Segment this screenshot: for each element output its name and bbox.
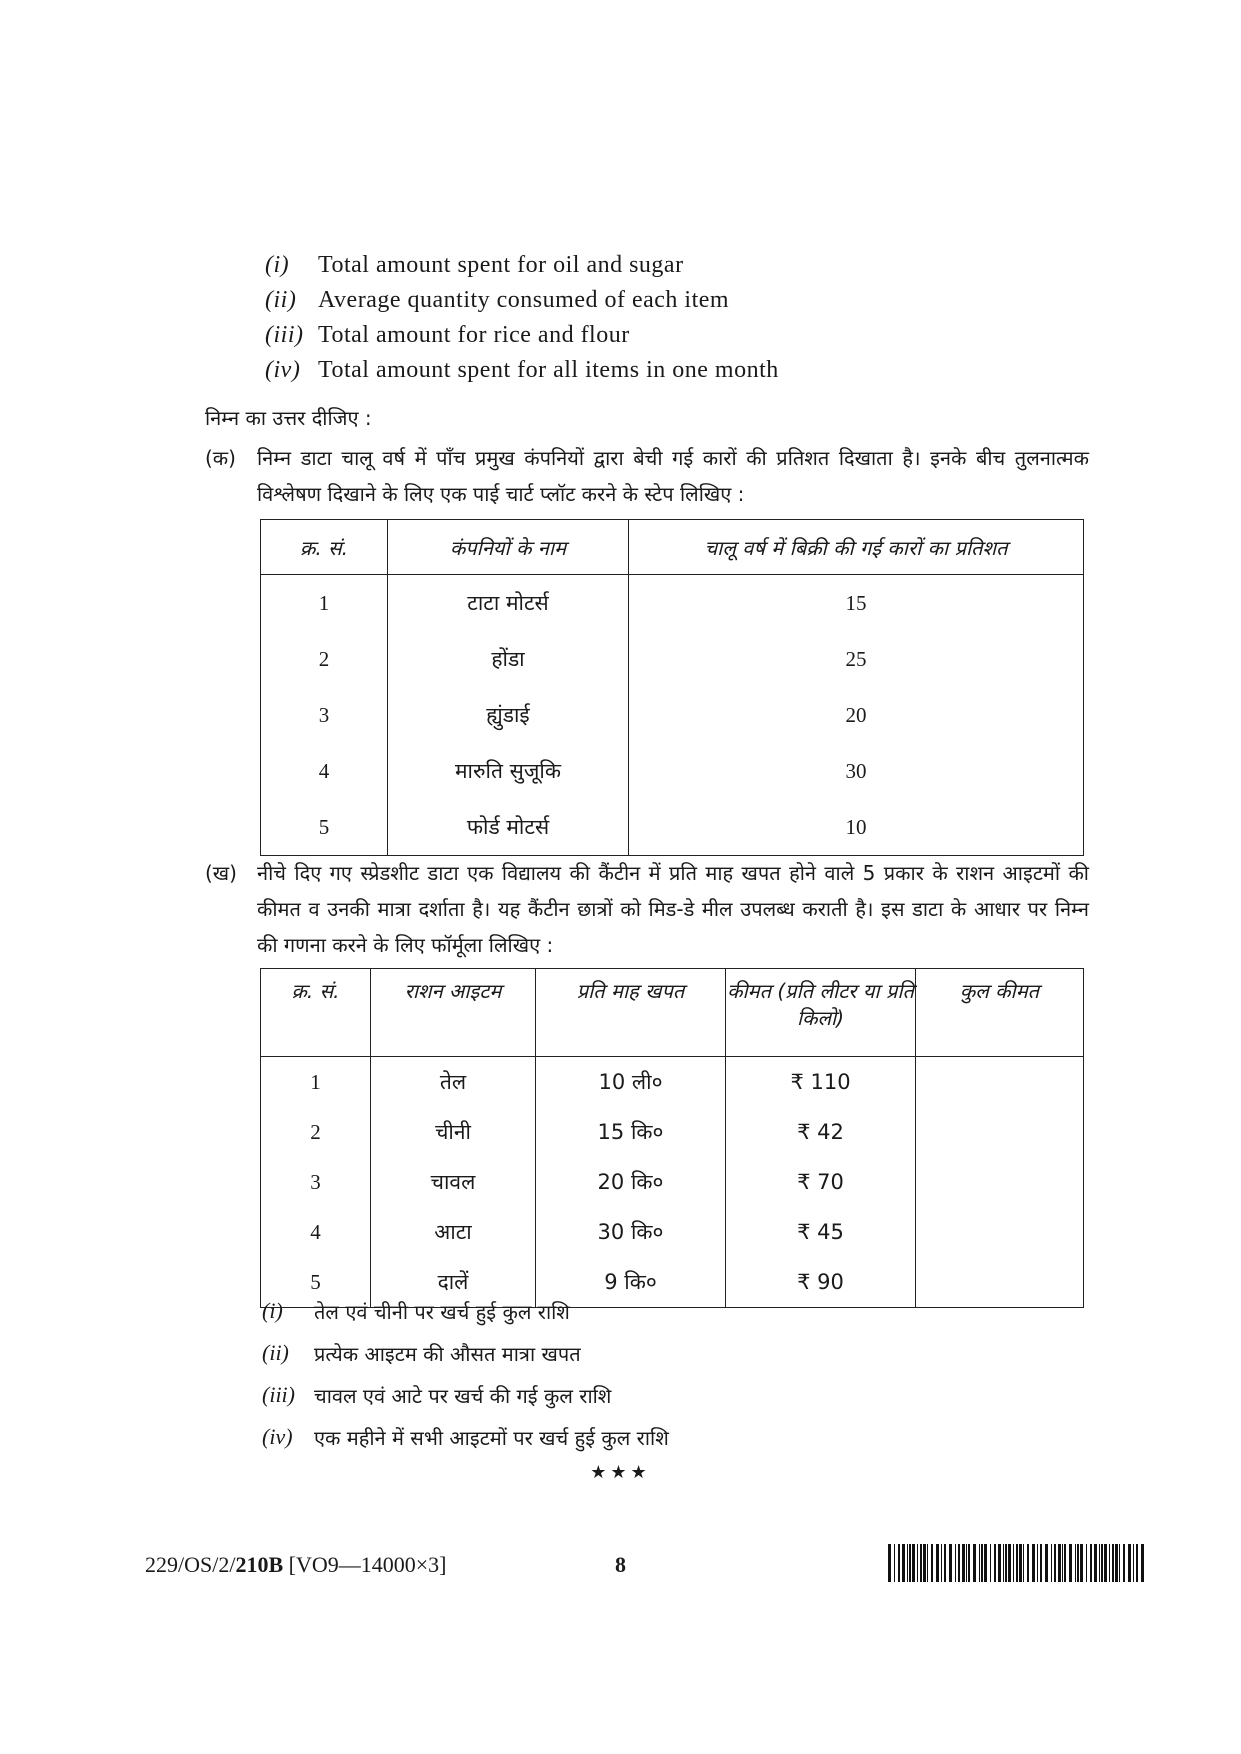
table-row: 5 फोर्ड मोटर्स 10 xyxy=(261,799,1084,856)
english-question-list xyxy=(265,248,779,388)
hindi-question-list xyxy=(262,1290,669,1458)
table-row: 3 चावल 20 कि० ₹ 70 xyxy=(261,1157,1084,1207)
column-header: कीमत (प्रति लीटर या प्रति किलो) xyxy=(726,969,916,1057)
table-row: 2 होंडा 25 xyxy=(261,631,1084,687)
table-row: 1 तेल 10 ली० ₹ 110 xyxy=(261,1057,1084,1108)
table-row: 4 आटा 30 कि० ₹ 45 xyxy=(261,1207,1084,1257)
question-text: निम्न डाटा चालू वर्ष में पाँच प्रमुख कंपनियों द्वारा बेची गई कारों की प्रतिशत दिखाता है। इनके बीच तुलनात्मक विश्लेषण दिखाने के लिए एक पाई चार्ट प्लॉट करने के स्टेप लिखिए : xyxy=(257,446,1089,506)
page-number: 8 xyxy=(615,1552,626,1577)
table-row: 1 टाटा मोटर्स 15 xyxy=(261,575,1084,632)
list-item: (iii) Total amount for rice and flour xyxy=(265,322,630,348)
ration-spreadsheet-table xyxy=(260,968,1084,1308)
list-item: (iv) Total amount spent for all items in one month xyxy=(265,357,779,383)
car-sales-table xyxy=(260,519,1084,856)
column-header: चालू वर्ष में बिक्री की गई कारों का प्रतिशत xyxy=(629,520,1084,575)
instruction-text: निम्न का उत्तर दीजिए : xyxy=(205,406,372,430)
list-item: (ii) प्रत्येक आइटम की औसत मात्रा खपत xyxy=(262,1340,581,1366)
table-row: 3 ह्युंडाई 20 xyxy=(261,687,1084,743)
question-label: (क) xyxy=(205,446,236,470)
column-header: प्रति माह खपत xyxy=(536,969,726,1057)
table-header-row xyxy=(261,969,1084,1057)
table-header-row xyxy=(261,520,1084,575)
question-kha xyxy=(205,855,1089,963)
table-row: 4 मारुति सुजूकि 30 xyxy=(261,743,1084,799)
list-item: (i) तेल एवं चीनी पर खर्च हुई कुल राशि xyxy=(262,1298,570,1324)
paper-code: 229/OS/2/210B [VO9—14000×3] xyxy=(145,1552,447,1577)
column-header: कंपनियों के नाम xyxy=(388,520,629,575)
list-item: (ii) Average quantity consumed of each item xyxy=(265,287,730,313)
list-item: (iv) एक महीने में सभी आइटमों पर खर्च हुई कुल राशि xyxy=(262,1424,669,1450)
table-row: 5 दालें 9 कि० ₹ 90 xyxy=(261,1257,1084,1308)
list-item: (i) Total amount spent for oil and sugar xyxy=(265,252,684,278)
question-text: नीचे दिए गए स्प्रेडशीट डाटा एक विद्यालय की कैंटीन में प्रति माह खपत होने वाले 5 प्रकार के राशन आइटमों की कीमत व उनकी मात्रा दर्शाता है। यह कैंटीन छात्रों को मिड-डे मील उपलब्ध कराती है। इस डाटा के आधार पर निम्न की गणना करने के लिए फॉर्मूला लिखिए : xyxy=(257,861,1089,957)
question-label: (ख) xyxy=(205,861,237,885)
column-header: क्र. सं. xyxy=(261,520,388,575)
end-stars: ★★★ xyxy=(590,1462,651,1483)
column-header: कुल कीमत xyxy=(916,969,1084,1057)
table-row: 2 चीनी 15 कि० ₹ 42 xyxy=(261,1107,1084,1157)
column-header: राशन आइटम xyxy=(371,969,536,1057)
barcode-icon xyxy=(888,1544,1148,1582)
column-header: क्र. सं. xyxy=(261,969,371,1057)
question-ka xyxy=(205,440,1089,512)
list-item: (iii) चावल एवं आटे पर खर्च की गई कुल राशि xyxy=(262,1382,612,1408)
